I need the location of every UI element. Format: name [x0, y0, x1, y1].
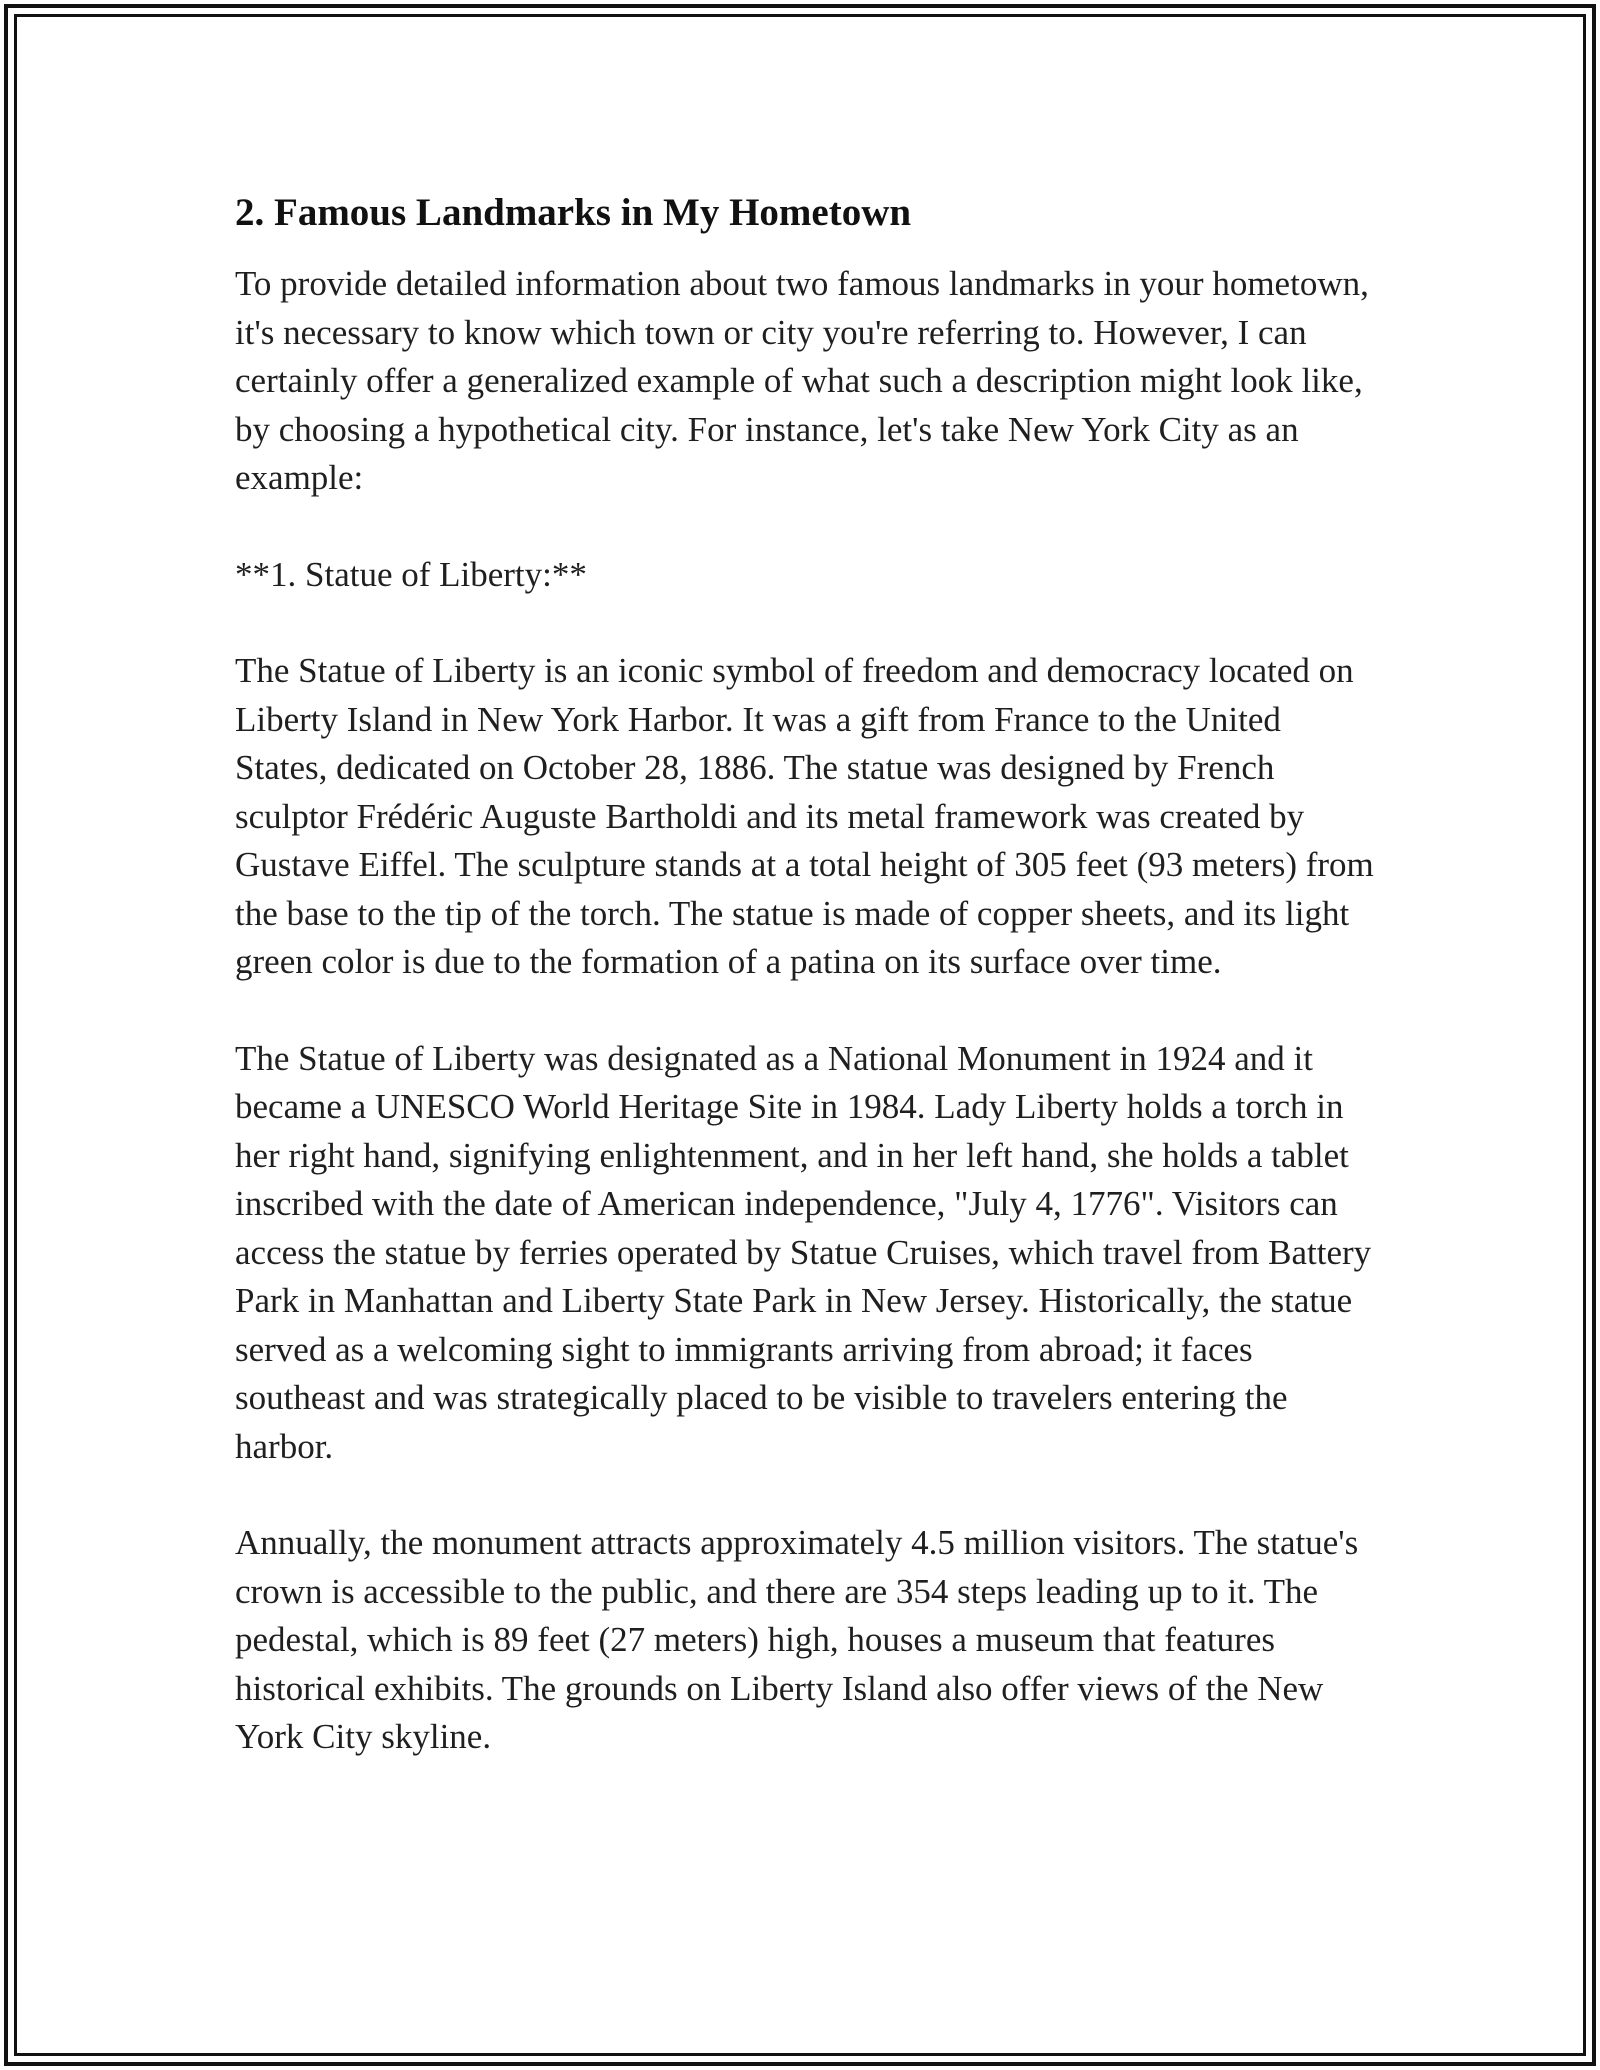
landmark-subheading: **1. Statue of Liberty:** [235, 554, 587, 594]
statue-description-paragraph: The Statue of Liberty is an iconic symbol of freedom and democracy located on Liberty Island in New York Harbor. It was a gift from France to the United States, dedicated on October 28, 1886. The statue was designed by French sculptor Frédéric Auguste Bartholdi and its metal framework was created by Gustave Eiffel. The sculpture stands at a total height of 305 feet (93 meters) from the base to the tip of the torch. The statue is made of copper sheets, and its light green color is due to the formation of a patina on its surface over time. [235, 651, 1374, 981]
document-body [235, 188, 1375, 1810]
statue-history-paragraph: The Statue of Liberty was designated as a National Monument in 1924 and it became a UNESCO World Heritage Site in 1984. Lady Liberty holds a torch in her right hand, signifying enlightenment, and in her left hand, she holds a tablet inscribed with the date of American independence, "July 4, 1776". Visitors can access the statue by ferries operated by Statue Cruises, which travel from Battery Park in Manhattan and Liberty State Park in New Jersey. Historically, the statue served as a welcoming sight to immigrants arriving from abroad; it faces southeast and was strategically placed to be visible to travelers entering the harbor. [235, 1038, 1372, 1466]
statue-visitors-paragraph: Annually, the monument attracts approximately 4.5 million visitors. The statue's crown is accessible to the public, and there are 354 steps leading up to it. The pedestal, which is 89 feet (27 meters) high, houses a museum that features historical exhibits. The grounds on Liberty Island also offer views of the New York City skyline. [235, 1523, 1359, 1756]
intro-paragraph: To provide detailed information about two famous landmarks in your hometown, it's necessary to know which town or city you're referring to. However, I can certainly offer a generalized example of what such a description might look like, by choosing a hypothetical city. For instance, let's take New York City as an example: [235, 264, 1369, 497]
section-heading: 2. Famous Landmarks in My Hometown [235, 191, 912, 234]
